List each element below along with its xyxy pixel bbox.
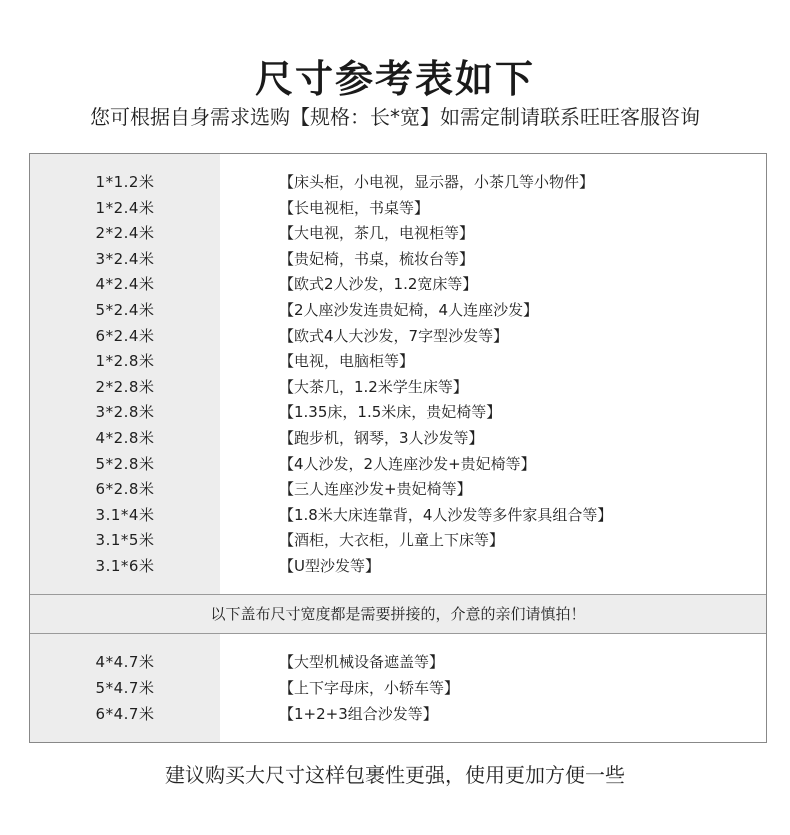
usage-description: 【1.8米大床连靠背，4人沙发等多件家具组合等】 bbox=[279, 505, 613, 524]
size-value: 4*2.4米 bbox=[95, 275, 155, 294]
table-row bbox=[30, 400, 766, 425]
size-value: 2*2.4米 bbox=[95, 224, 155, 243]
size-value: 1*1.2米 bbox=[95, 173, 155, 191]
usage-description: 【大电视，茶几，电视柜等】 bbox=[279, 224, 475, 243]
page-title: 尺寸参考表如下 bbox=[254, 57, 535, 101]
table-row bbox=[30, 452, 766, 477]
usage-description: 【三人连座沙发+贵妃椅等】 bbox=[279, 480, 472, 499]
size-value: 6*2.4米 bbox=[95, 326, 155, 345]
table-row bbox=[30, 676, 766, 701]
table-row bbox=[30, 477, 766, 502]
usage-description: 【U型沙发等】 bbox=[279, 557, 380, 575]
table-row bbox=[30, 247, 766, 272]
size-value: 4*4.7米 bbox=[95, 653, 155, 671]
table-row bbox=[30, 503, 766, 528]
usage-description: 【1+2+3组合沙发等】 bbox=[279, 705, 438, 723]
usage-description: 【贵妃椅，书桌，梳妆台等】 bbox=[279, 249, 475, 268]
usage-description: 【4人沙发，2人连座沙发+贵妃椅等】 bbox=[279, 454, 536, 473]
size-value: 3.1*4米 bbox=[95, 505, 155, 524]
table-row bbox=[30, 170, 766, 195]
size-value: 1*2.8米 bbox=[95, 352, 155, 371]
table-row bbox=[30, 196, 766, 221]
size-value: 3.1*6米 bbox=[95, 557, 155, 575]
size-value: 3*2.8米 bbox=[95, 403, 155, 422]
table-row bbox=[30, 426, 766, 451]
usage-description: 【1.35床，1.5米床，贵妃椅等】 bbox=[279, 403, 502, 422]
usage-description: 【床头柜，小电视，显示器，小茶几等小物件】 bbox=[279, 173, 595, 191]
usage-description: 【大型机械设备遮盖等】 bbox=[279, 653, 445, 671]
table-row bbox=[30, 298, 766, 323]
usage-description: 【欧式2人沙发，1.2宽床等】 bbox=[279, 275, 478, 294]
usage-description: 【跑步机，钢琴，3人沙发等】 bbox=[279, 429, 484, 447]
table-row bbox=[30, 528, 766, 553]
size-value: 4*2.8米 bbox=[95, 429, 155, 447]
table-row bbox=[30, 221, 766, 246]
size-value: 5*2.8米 bbox=[95, 454, 155, 473]
table-row bbox=[30, 650, 766, 675]
footer-note: 建议购买大尺寸这样包裹性更强，使用更加方便一些 bbox=[165, 763, 625, 787]
usage-description: 【上下字母床，小轿车等】 bbox=[279, 679, 460, 697]
table-row bbox=[30, 349, 766, 374]
size-value: 3.1*5米 bbox=[95, 531, 155, 550]
size-reference-table bbox=[29, 153, 767, 743]
size-value: 5*2.4米 bbox=[95, 301, 155, 319]
table-row bbox=[30, 702, 766, 727]
usage-description: 【大茶几，1.2米学生床等】 bbox=[279, 377, 468, 396]
size-value: 3*2.4米 bbox=[95, 249, 155, 268]
size-value: 2*2.8米 bbox=[95, 377, 155, 396]
usage-description: 【长电视柜，书桌等】 bbox=[279, 198, 430, 217]
size-value: 1*2.4米 bbox=[95, 198, 155, 217]
usage-description: 【酒柜，大衣柜，儿童上下床等】 bbox=[279, 531, 505, 550]
usage-description: 【电视，电脑柜等】 bbox=[279, 352, 415, 371]
table-row bbox=[30, 272, 766, 297]
size-value: 5*4.7米 bbox=[95, 679, 155, 697]
size-value: 6*4.7米 bbox=[95, 705, 155, 723]
usage-description: 【2人座沙发连贵妃椅，4人连座沙发】 bbox=[279, 301, 539, 319]
page-subtitle: 您可根据自身需求选购【规格：长*宽】如需定制请联系旺旺客服咨询 bbox=[90, 105, 700, 129]
table-row bbox=[30, 324, 766, 349]
usage-description: 【欧式4人大沙发，7字型沙发等】 bbox=[279, 326, 509, 345]
splice-notice: 以下盖布尺寸宽度都是需要拼接的，介意的亲们请慎拍！ bbox=[30, 594, 766, 634]
size-value: 6*2.8米 bbox=[95, 480, 155, 499]
table-row bbox=[30, 375, 766, 400]
table-row bbox=[30, 554, 766, 579]
